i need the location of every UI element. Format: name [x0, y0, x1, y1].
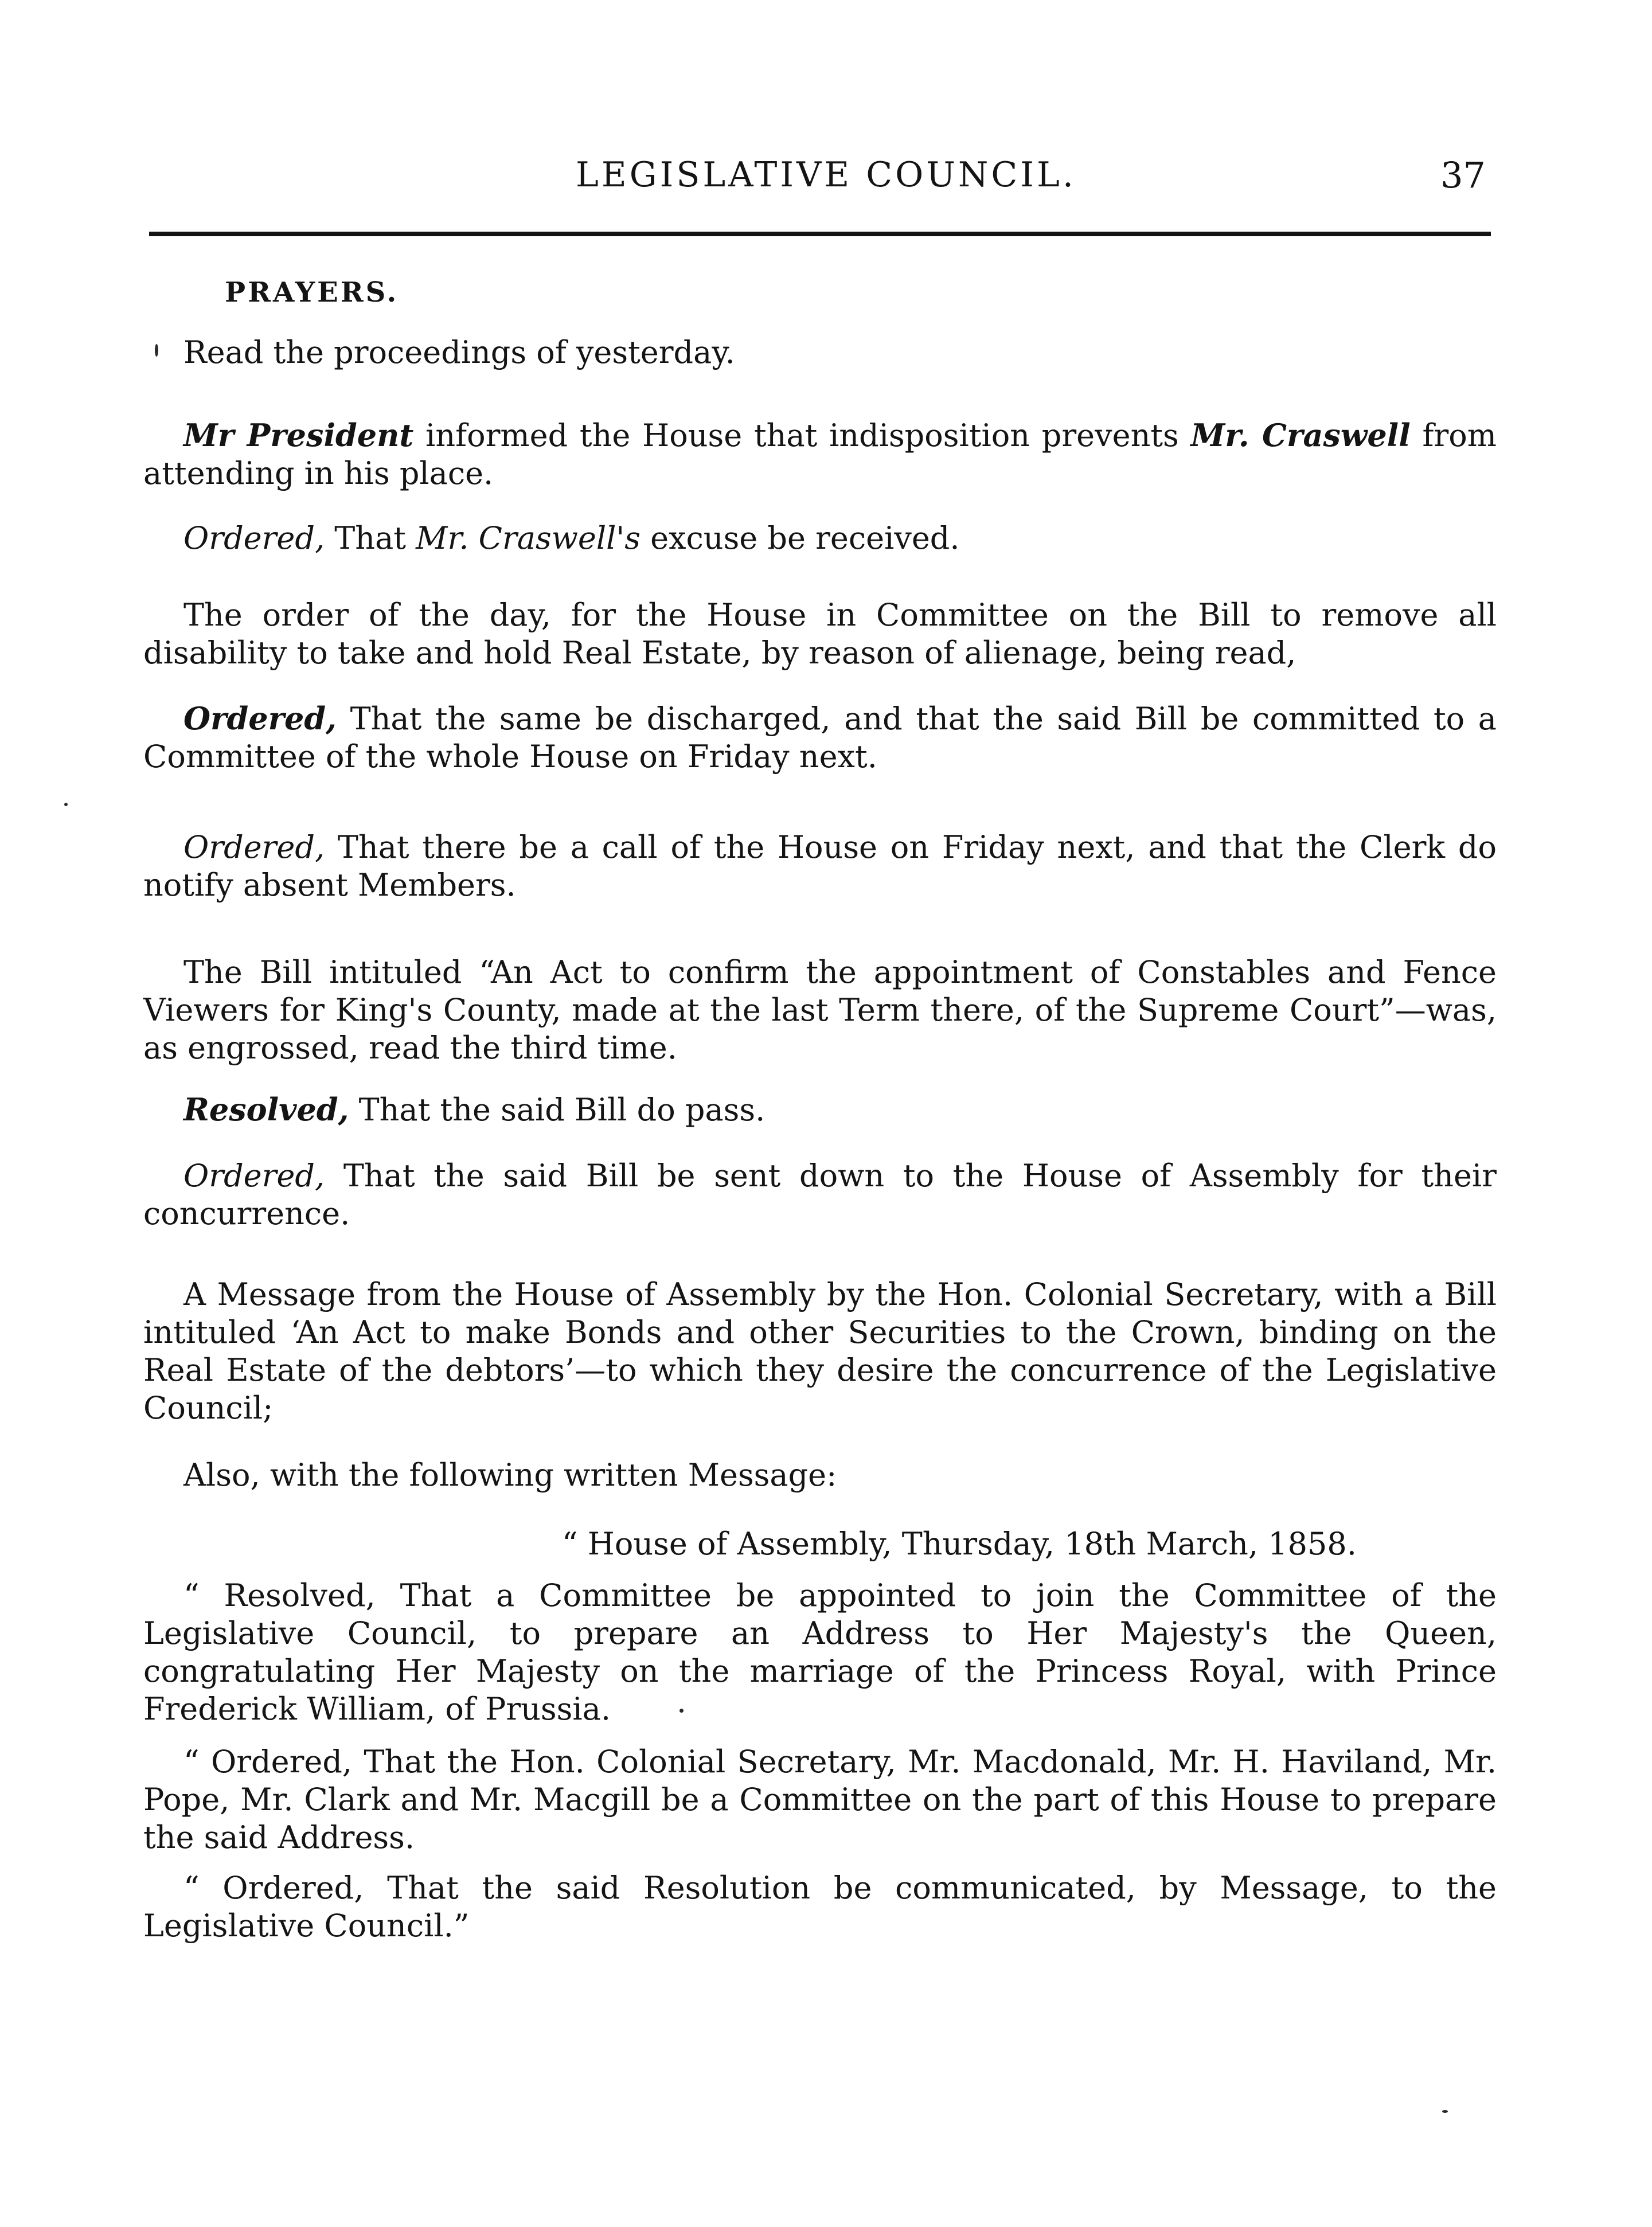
paragraph-resolved-pass — [143, 1091, 1497, 1129]
paragraph-ordered-communicated — [143, 1869, 1497, 1945]
page-number: 37 — [1440, 154, 1486, 196]
scan-speck — [679, 1709, 684, 1713]
paragraph-text: That the same be discharged, and that the said Bill be committed to a Committee of the whole House on Friday next. — [143, 701, 1497, 775]
paragraph-text: That — [325, 520, 416, 556]
paragraph-order-of-day — [143, 596, 1497, 672]
paragraph-text: “ Ordered, That the said Resolution be communicated, by Message, to the Legislative Council.” — [143, 1870, 1497, 1944]
paragraph-also-written-message — [143, 1456, 1497, 1494]
paragraph-text: That there be a call of the House on Friday next, and that the Clerk do notify absent Members. — [143, 829, 1497, 903]
ordered-label: Ordered, — [183, 1158, 325, 1194]
paragraph-ordered-committee-members — [143, 1743, 1497, 1857]
paragraph-message-assembly — [143, 1276, 1497, 1427]
paragraph-read-proceedings — [143, 334, 1497, 372]
paragraph-sent-down — [143, 1157, 1497, 1233]
paragraph-president-informed — [143, 416, 1497, 493]
ordered-label: Ordered, — [183, 829, 325, 865]
paragraph-text: “ Resolved, That a Committee be appointed to join the Committee of the Legislative Council, to prepare an Address to Her Majesty's the Queen, congratulating Her Majesty on the marriage of the Princess Royal, with Prince Frederick William, of Prussia. — [143, 1577, 1497, 1727]
resolved-label: Resolved, — [183, 1091, 349, 1128]
paragraph-text: A Message from the House of Assembly by the Hon. Colonial Secretary, with a Bill intituled ‘An Act to make Bonds and other Securities to the Crown, binding on the Real Estate of the debtors’—to which they desire the concurrence of the Legislative Council; — [143, 1276, 1497, 1426]
scan-speck — [1442, 2110, 1448, 2113]
paragraph-discharged — [143, 700, 1497, 776]
header-rule — [149, 232, 1491, 236]
paragraph-text: informed the House that indisposition prevents — [413, 417, 1191, 454]
paragraph-text: The order of the day, for the House in Committee on the Bill to remove all disability to take and hold Real Estate, by reason of alienage, being read, — [143, 597, 1497, 671]
running-header-title: LEGISLATIVE COUNCIL. — [576, 155, 1076, 195]
paragraph-text: Read the proceedings of yesterday. — [183, 334, 735, 370]
paragraph-bill-constables — [143, 954, 1497, 1067]
message-dateline — [562, 1525, 1497, 1563]
paragraph-text: from attending in his place. — [143, 417, 1497, 491]
paragraph-text: “ House of Assembly, Thursday, 18th March, 1858. — [562, 1526, 1357, 1562]
paragraph-text: “ Ordered, That the Hon. Colonial Secretary, Mr. Macdonald, Mr. H. Haviland, Mr. Pope, Mr. Clark and Mr. Macgill be a Committee on the part of this House to prepare the said Address. — [143, 1744, 1497, 1855]
scan-speck — [64, 803, 68, 806]
paragraph-text: excuse be received. — [640, 520, 960, 556]
paragraph-text: The Bill intituled “An Act to confirm the appointment of Constables and Fence Viewers for King's County, made at the last Term there, of the Supreme Court”—was, as engrossed, read the third time. — [143, 954, 1497, 1066]
paragraph-excuse-received — [143, 519, 1497, 557]
paragraph-text: That the said Bill be sent down to the House of Assembly for their concurrence. — [143, 1158, 1497, 1232]
paragraph-text: That the said Bill do pass. — [349, 1092, 766, 1128]
scan-speck — [155, 344, 158, 357]
ordered-label: Ordered, — [183, 700, 337, 737]
member-name: Mr. Craswell — [1190, 417, 1411, 454]
member-name: Mr. Craswell's — [416, 520, 641, 556]
paragraph-call-of-house — [143, 829, 1497, 904]
section-heading: PRAYERS. — [225, 276, 399, 308]
paragraph-resolved-committee — [143, 1577, 1497, 1728]
ordered-label: Ordered, — [183, 520, 325, 556]
paragraph-text: Also, with the following written Message: — [183, 1457, 837, 1493]
speaker-name: Mr President — [183, 417, 414, 454]
